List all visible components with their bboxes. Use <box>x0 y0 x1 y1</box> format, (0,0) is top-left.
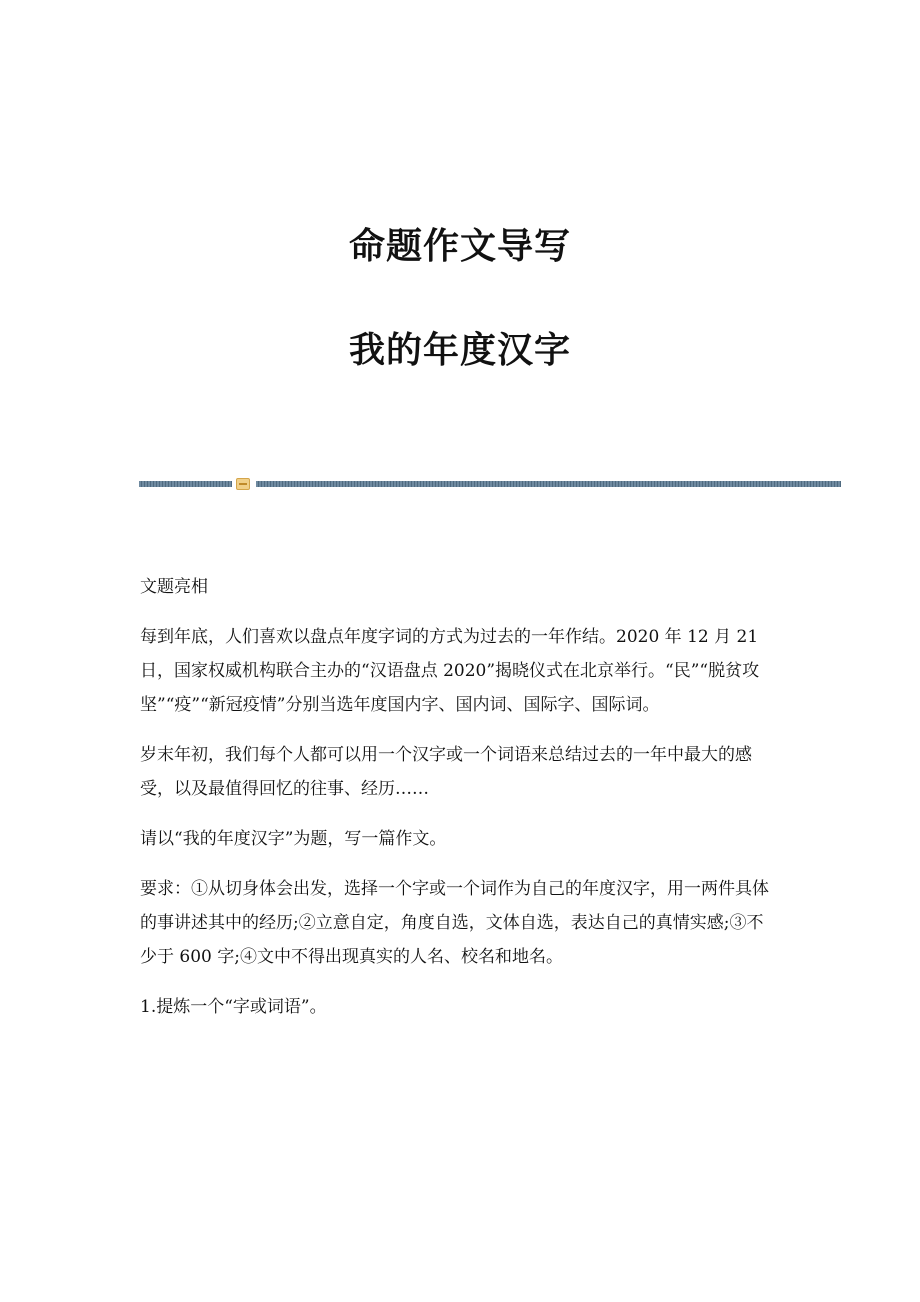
paragraph-step-1: 1.提炼一个“字或词语”。 <box>140 997 327 1017</box>
section-label: 文题亮相 <box>140 577 208 597</box>
page-title: 命题作文导写 <box>348 226 571 267</box>
divider-bar-left <box>139 481 232 487</box>
paragraph-intro: 每到年底，人们喜欢以盘点年度字词的方式为过去的一年作结。2020 年 12 月 21 日，国家权威机构联合主办的“汉语盘点 2020”揭晓仪式在北京举行。“民”“脱贫攻坚”“疫”“新冠疫情”分别当选年度国内字、国内词、国际字、国际词。 <box>140 627 760 715</box>
paragraph-reflection: 岁末年初，我们每个人都可以用一个汉字或一个词语来总结过去的一年中最大的感受，以及最值得回忆的往事、经历…… <box>140 745 752 799</box>
document-body <box>140 570 780 1040</box>
divider-bar-right <box>256 481 841 487</box>
paragraph-prompt: 请以“我的年度汉字”为题，写一篇作文。 <box>140 829 447 849</box>
page-subtitle: 我的年度汉字 <box>348 330 571 371</box>
divider-ornament-icon <box>236 478 250 490</box>
decorative-divider <box>139 478 841 490</box>
paragraph-requirements: 要求：①从切身体会出发，选择一个字或一个词作为自己的年度汉字，用一两件具体的事讲述其中的经历;②立意自定，角度自选，文体自选，表达自己的真情实感;③不少于 600 字;④文中不得出现真实的人名、校名和地名。 <box>140 879 769 967</box>
